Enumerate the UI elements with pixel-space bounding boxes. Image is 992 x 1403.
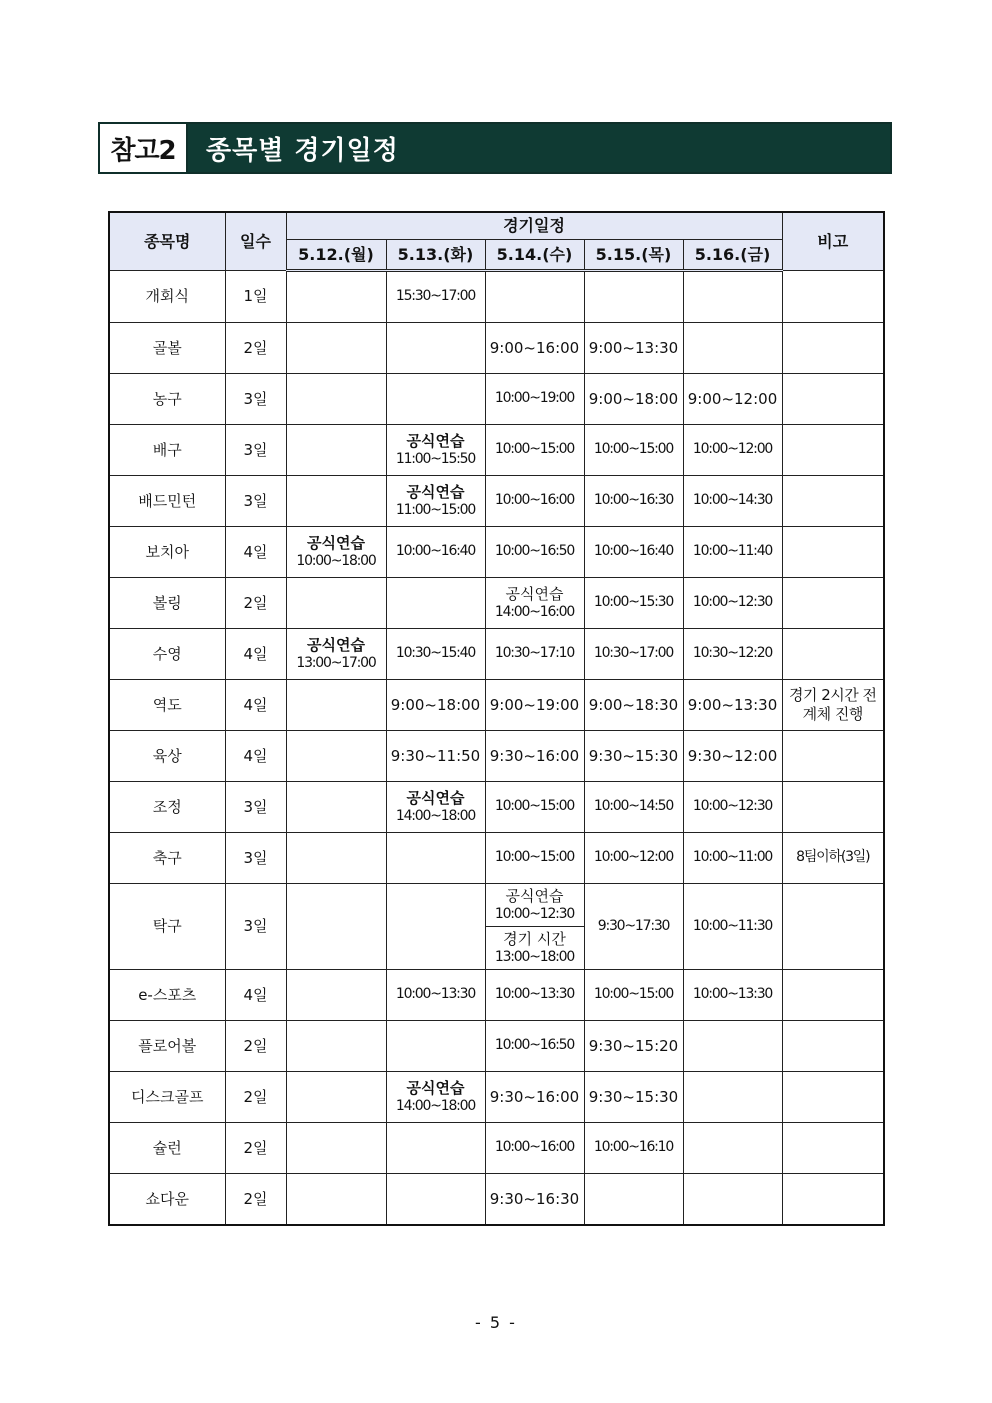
- note-cell: [782, 1072, 884, 1123]
- schedule-cell: 10:00~16:50: [485, 527, 584, 578]
- note-cell: [782, 323, 884, 374]
- practice-label: 공식연습: [505, 584, 564, 603]
- schedule-cell-split: [485, 884, 584, 970]
- sport-name: 플로어볼: [109, 1021, 225, 1072]
- schedule-cell: [286, 271, 386, 323]
- sport-days: 3일: [225, 476, 286, 527]
- practice-label: 공식연습: [307, 533, 365, 552]
- schedule-cell: 10:00~16:40: [386, 527, 485, 578]
- sport-days: 3일: [225, 884, 286, 970]
- schedule-cell: 10:00~16:00: [485, 476, 584, 527]
- schedule-cell: [386, 1123, 485, 1174]
- sport-days: 2일: [225, 1072, 286, 1123]
- schedule-cell: 10:00~16:10: [584, 1123, 683, 1174]
- schedule-cell: [683, 1174, 782, 1226]
- table-row: [109, 1123, 884, 1174]
- table-row: [109, 1072, 884, 1123]
- schedule-cell: 9:30~12:00: [683, 731, 782, 782]
- schedule-cell: [286, 884, 386, 970]
- header-note: 비고: [782, 212, 884, 271]
- schedule-cell: 10:00~13:30: [386, 970, 485, 1021]
- schedule-cell: [386, 833, 485, 884]
- schedule-cell: 공식연습 14:00~16:00: [485, 578, 584, 629]
- note-cell: [782, 476, 884, 527]
- section-label: 참고2: [100, 124, 188, 172]
- schedule-cell: 10:00~13:30: [485, 970, 584, 1021]
- schedule-cell: [485, 271, 584, 323]
- schedule-cell: [286, 680, 386, 731]
- table-row: [109, 1174, 884, 1226]
- header-date: 5.12.(월): [286, 240, 386, 271]
- schedule-cell: 10:30~12:20: [683, 629, 782, 680]
- schedule-table: [108, 211, 885, 1226]
- schedule-cell: [286, 425, 386, 476]
- schedule-cell: 10:00~15:00: [584, 970, 683, 1021]
- schedule-cell: [386, 374, 485, 425]
- schedule-cell: [683, 323, 782, 374]
- schedule-cell: 10:30~17:10: [485, 629, 584, 680]
- schedule-cell: [683, 1123, 782, 1174]
- table-row: [109, 884, 884, 970]
- schedule-cell: 9:30~15:30: [584, 731, 683, 782]
- schedule-cell: [386, 1021, 485, 1072]
- schedule-cell: 공식연습 14:00~18:00: [386, 782, 485, 833]
- sport-name: 축구: [109, 833, 225, 884]
- sport-name: 볼링: [109, 578, 225, 629]
- table-row: [109, 323, 884, 374]
- note-cell: [782, 884, 884, 970]
- schedule-cell: 9:30~15:30: [584, 1072, 683, 1123]
- schedule-cell: 공식연습 11:00~15:50: [386, 425, 485, 476]
- schedule-cell: [286, 476, 386, 527]
- schedule-cell: [286, 578, 386, 629]
- note-cell: [782, 1174, 884, 1226]
- schedule-cell: 9:00~13:30: [683, 680, 782, 731]
- practice-label: 공식연습: [307, 635, 365, 654]
- schedule-cell: 10:00~13:30: [683, 970, 782, 1021]
- table-row: [109, 782, 884, 833]
- schedule-cell: 공식연습 14:00~18:00: [386, 1072, 485, 1123]
- note-cell: [782, 425, 884, 476]
- section-header: [98, 122, 892, 174]
- schedule-cell: [286, 374, 386, 425]
- schedule-cell: [286, 323, 386, 374]
- schedule-cell: [683, 1072, 782, 1123]
- sport-days: 2일: [225, 1021, 286, 1072]
- schedule-cell: 공식연습 10:00~18:00: [286, 527, 386, 578]
- sport-days: 2일: [225, 323, 286, 374]
- note-cell: 경기 2시간 전 계체 진행: [782, 680, 884, 731]
- note-cell: [782, 374, 884, 425]
- schedule-cell: 10:00~14:50: [584, 782, 683, 833]
- sport-name: 보치아: [109, 527, 225, 578]
- schedule-cell: [386, 884, 485, 970]
- sport-days: 4일: [225, 680, 286, 731]
- schedule-cell: 9:30~16:30: [485, 1174, 584, 1226]
- header-sport: 종목명: [109, 212, 225, 271]
- note-cell: [782, 629, 884, 680]
- sport-days: 2일: [225, 578, 286, 629]
- sport-days: 3일: [225, 374, 286, 425]
- table-row: [109, 680, 884, 731]
- table-row: [109, 970, 884, 1021]
- practice-label: 공식연습: [406, 482, 465, 501]
- schedule-cell: 9:30~11:50: [386, 731, 485, 782]
- schedule-cell: 10:30~15:40: [386, 629, 485, 680]
- schedule-cell: [584, 1174, 683, 1226]
- practice-session: 공식연습 10:00~12:30: [494, 886, 575, 922]
- sport-name: 디스크골프: [109, 1072, 225, 1123]
- note-cell: [782, 578, 884, 629]
- sport-name: 탁구: [109, 884, 225, 970]
- table-row: [109, 527, 884, 578]
- sport-days: 4일: [225, 731, 286, 782]
- schedule-cell: [683, 1021, 782, 1072]
- schedule-cell: 10:00~11:40: [683, 527, 782, 578]
- schedule-cell: 10:00~16:50: [485, 1021, 584, 1072]
- sport-days: 4일: [225, 629, 286, 680]
- sport-name: 골볼: [109, 323, 225, 374]
- schedule-cell: 10:00~12:00: [584, 833, 683, 884]
- schedule-cell: 10:00~19:00: [485, 374, 584, 425]
- schedule-cell: 9:30~17:30: [584, 884, 683, 970]
- schedule-cell: [386, 323, 485, 374]
- schedule-cell: [386, 1174, 485, 1226]
- sport-name: 배구: [109, 425, 225, 476]
- schedule-cell: [584, 271, 683, 323]
- schedule-cell: 10:00~11:30: [683, 884, 782, 970]
- schedule-cell: 10:30~17:00: [584, 629, 683, 680]
- schedule-cell: [286, 970, 386, 1021]
- sport-days: 2일: [225, 1174, 286, 1226]
- schedule-cell: [286, 782, 386, 833]
- schedule-cell: [286, 1123, 386, 1174]
- header-date: 5.13.(화): [386, 240, 485, 271]
- sport-name: 농구: [109, 374, 225, 425]
- note-cell: [782, 1021, 884, 1072]
- sport-name: 배드민턴: [109, 476, 225, 527]
- sport-days: 1일: [225, 271, 286, 323]
- sport-name: 수영: [109, 629, 225, 680]
- sport-days: 4일: [225, 527, 286, 578]
- note-cell: [782, 731, 884, 782]
- sport-name: e-스포츠: [109, 970, 225, 1021]
- schedule-cell: 10:00~16:30: [584, 476, 683, 527]
- schedule-cell: 9:00~16:00: [485, 323, 584, 374]
- sport-name: 육상: [109, 731, 225, 782]
- schedule-cell: 9:00~12:00: [683, 374, 782, 425]
- section-title: 종목별 경기일정: [188, 124, 890, 172]
- sport-name: 쇼다운: [109, 1174, 225, 1226]
- header-date: 5.15.(목): [584, 240, 683, 271]
- table-row: [109, 425, 884, 476]
- schedule-cell: 10:00~15:00: [584, 425, 683, 476]
- sport-days: 3일: [225, 425, 286, 476]
- table-row: [109, 629, 884, 680]
- schedule-cell: 10:00~15:00: [485, 425, 584, 476]
- note-cell: [782, 1123, 884, 1174]
- schedule-cell: 10:00~15:00: [485, 782, 584, 833]
- sport-days: 3일: [225, 833, 286, 884]
- page-number: - 5 -: [475, 1313, 517, 1332]
- sport-days: 2일: [225, 1123, 286, 1174]
- schedule-cell: [286, 833, 386, 884]
- schedule-cell: 10:00~12:30: [683, 782, 782, 833]
- schedule-cell: 10:00~15:30: [584, 578, 683, 629]
- practice-label: 공식연습: [406, 788, 465, 807]
- practice-label: 공식연습: [406, 1078, 465, 1097]
- schedule-cell: 10:00~12:00: [683, 425, 782, 476]
- note-cell: [782, 970, 884, 1021]
- schedule-cell: 9:00~18:00: [386, 680, 485, 731]
- schedule-cell: 9:30~15:20: [584, 1021, 683, 1072]
- match-session: 경기 시간 13:00~18:00: [486, 926, 584, 969]
- note-cell: 8팀이하(3일): [782, 833, 884, 884]
- header-days: 일수: [225, 212, 286, 271]
- header-schedule: 경기일정: [286, 212, 782, 240]
- note-cell: [782, 782, 884, 833]
- schedule-cell: 9:30~16:00: [485, 1072, 584, 1123]
- sport-name: 역도: [109, 680, 225, 731]
- schedule-cell: 9:00~19:00: [485, 680, 584, 731]
- header-date: 5.16.(금): [683, 240, 782, 271]
- table-row: [109, 374, 884, 425]
- schedule-cell: 10:00~16:00: [485, 1123, 584, 1174]
- table-row: [109, 476, 884, 527]
- sport-days: 3일: [225, 782, 286, 833]
- schedule-cell: [386, 578, 485, 629]
- header-date: 5.14.(수): [485, 240, 584, 271]
- schedule-cell: 10:00~16:40: [584, 527, 683, 578]
- schedule-cell: [286, 1072, 386, 1123]
- schedule-cell: 15:30~17:00: [386, 271, 485, 323]
- schedule-cell: 9:00~13:30: [584, 323, 683, 374]
- sport-name: 슐런: [109, 1123, 225, 1174]
- schedule-cell: 공식연습 13:00~17:00: [286, 629, 386, 680]
- schedule-cell: 10:00~14:30: [683, 476, 782, 527]
- sport-name: 조정: [109, 782, 225, 833]
- schedule-cell: [286, 1174, 386, 1226]
- schedule-cell: [286, 1021, 386, 1072]
- schedule-cell: 9:00~18:30: [584, 680, 683, 731]
- schedule-cell: 9:30~16:00: [485, 731, 584, 782]
- schedule-cell: [683, 271, 782, 323]
- schedule-cell: 10:00~15:00: [485, 833, 584, 884]
- schedule-cell: 10:00~11:00: [683, 833, 782, 884]
- table-row: [109, 731, 884, 782]
- table-row: [109, 1021, 884, 1072]
- schedule-cell: [286, 731, 386, 782]
- sport-name: 개회식: [109, 271, 225, 323]
- schedule-cell: 10:00~12:30: [683, 578, 782, 629]
- table-row: [109, 271, 884, 323]
- note-cell: [782, 271, 884, 323]
- note-cell: [782, 527, 884, 578]
- sport-days: 4일: [225, 970, 286, 1021]
- table-row: [109, 578, 884, 629]
- schedule-cell: 공식연습 11:00~15:00: [386, 476, 485, 527]
- table-row: [109, 833, 884, 884]
- practice-label: 공식연습: [406, 431, 465, 450]
- schedule-cell: 9:00~18:00: [584, 374, 683, 425]
